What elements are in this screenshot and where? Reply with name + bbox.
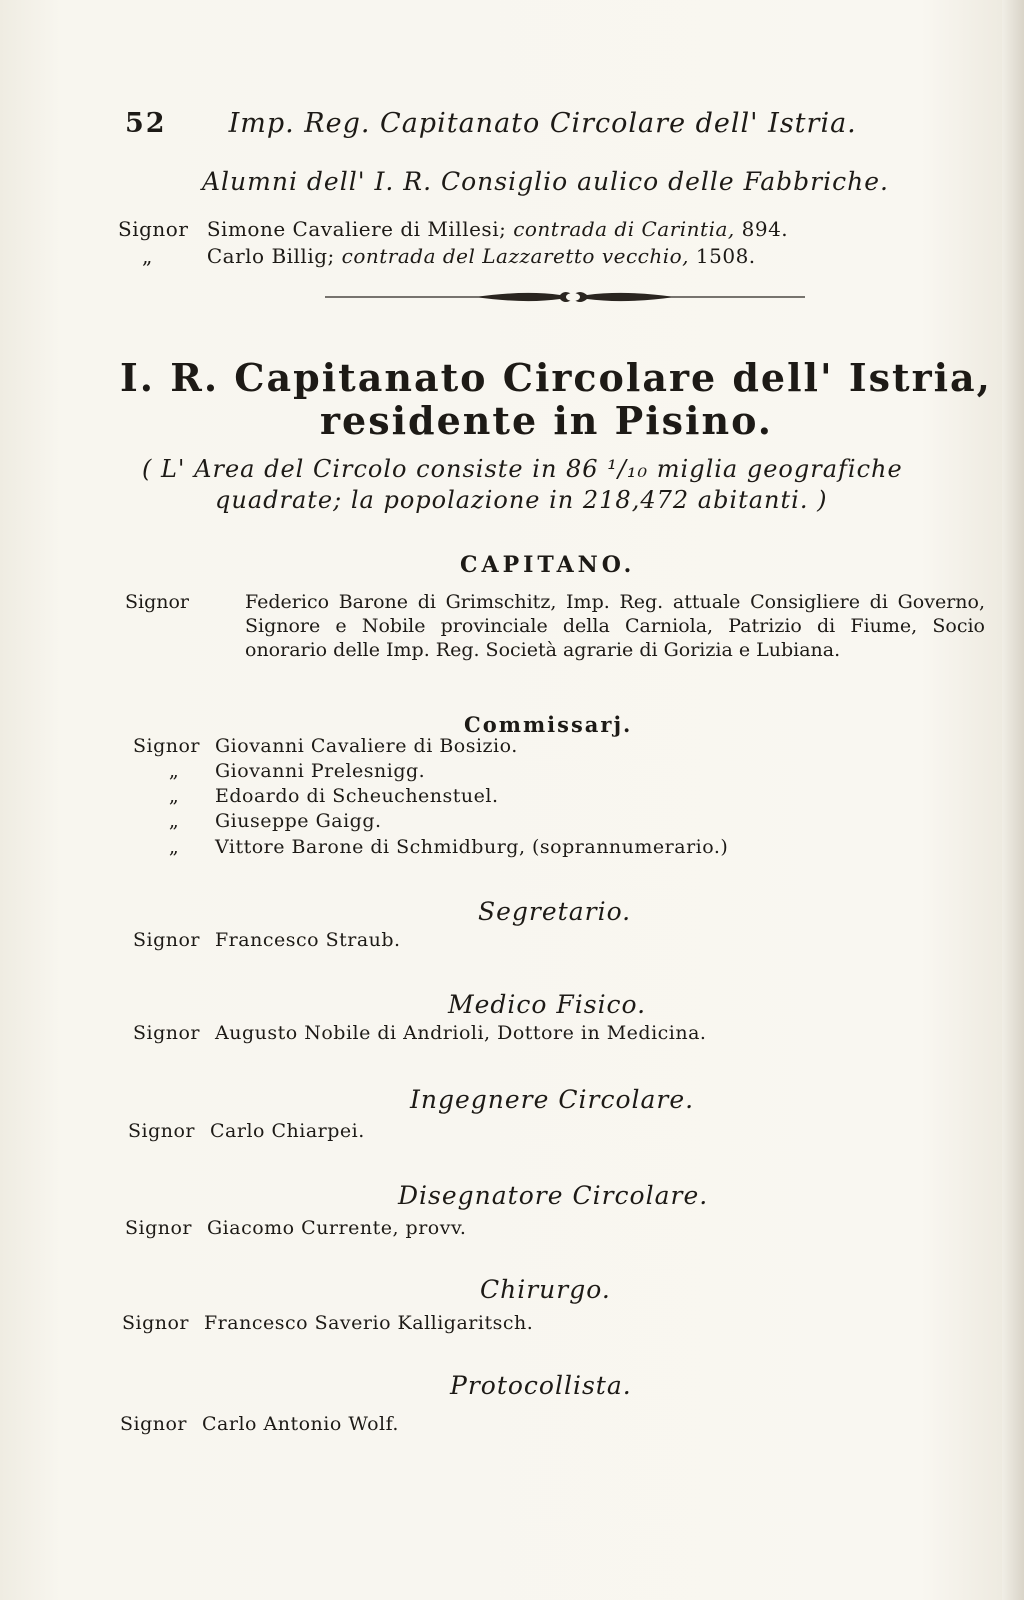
entry-name: Francesco Saverio Kalligaritsch.	[204, 1312, 534, 1334]
segretario-heading: Segretario.	[478, 897, 632, 926]
protocollista-entry	[120, 1413, 399, 1435]
main-title-line2: residente in Pisino.	[320, 398, 774, 443]
entry-prefix: Signor	[125, 1217, 193, 1239]
entry-prefix-ditto: „	[168, 760, 180, 782]
capitano-text: Federico Barone di Grimschitz, Imp. Reg. attuale Consigliere di Governo, Signore e Nobile provinciale della Carniola, Patrizio di Fiume, Socio onorario delle Imp. Reg. Società agrarie di Gorizia e Lubiana.	[245, 591, 985, 661]
protocollista-heading: Protocollista.	[450, 1371, 632, 1400]
commissario-entry	[133, 810, 382, 832]
entry-prefix: Signor	[118, 217, 189, 241]
alumni-entry	[118, 244, 756, 268]
running-header	[125, 108, 857, 139]
page-number: 52	[125, 108, 167, 139]
entry-prefix: Signor	[133, 1022, 201, 1044]
entry-name: Giovanni Prelesnigg.	[215, 760, 426, 782]
entry-address: contrada di Carintia,	[513, 217, 735, 241]
entry-name: Giuseppe Gaigg.	[215, 810, 382, 832]
entry-prefix: Signor	[128, 1120, 196, 1142]
commissario-entry	[133, 785, 499, 807]
capitano-heading: CAPITANO.	[460, 552, 636, 578]
running-title: Imp. Reg. Capitanato Circolare dell' Istria.	[228, 108, 857, 139]
page-edge	[1002, 0, 1024, 1600]
entry-name: Giovanni Cavaliere di Bosizio.	[215, 735, 518, 757]
alumni-entry	[118, 217, 788, 241]
ingegnere-entry	[128, 1120, 365, 1142]
entry-number: 1508.	[695, 244, 756, 268]
commissario-entry	[133, 760, 425, 782]
entry-name: Edoardo di Scheuchenstuel.	[215, 785, 499, 807]
entry-name: Carlo Billig;	[206, 244, 335, 268]
commissarj-heading: Commissarj.	[464, 712, 633, 737]
entry-number: 894.	[741, 217, 789, 241]
ingegnere-heading: Ingegnere Circolare.	[410, 1085, 695, 1114]
disegnatore-heading: Disegnatore Circolare.	[398, 1181, 709, 1210]
commissario-entry	[133, 836, 728, 858]
medico-heading: Medico Fisico.	[448, 990, 647, 1019]
entry-name: Carlo Chiarpei.	[210, 1120, 365, 1142]
entry-prefix-ditto: „	[142, 244, 153, 268]
alumni-heading: Alumni dell' I. R. Consiglio aulico delle Fabbriche.	[202, 167, 889, 196]
chirurgo-entry	[122, 1312, 533, 1334]
chirurgo-heading: Chirurgo.	[480, 1275, 611, 1304]
ornamental-rule	[325, 286, 805, 308]
entry-prefix-ditto: „	[168, 810, 180, 832]
entry-prefix-ditto: „	[168, 836, 180, 858]
area-note-line2: quadrate; la popolazione in 218,472 abitanti. )	[215, 486, 828, 514]
segretario-entry	[133, 929, 401, 951]
entry-name: Francesco Straub.	[215, 929, 401, 951]
entry-prefix: Signor	[133, 929, 201, 951]
entry-name: Carlo Antonio Wolf.	[202, 1413, 399, 1435]
area-note-line1: ( L' Area del Circolo consiste in 86 ¹/₁₀ miglia geografiche	[142, 455, 903, 483]
commissario-entry	[133, 735, 518, 757]
entry-prefix: Signor	[120, 1413, 188, 1435]
capitano-prefix: Signor	[125, 591, 190, 613]
entry-prefix: Signor	[122, 1312, 190, 1334]
entry-name: Augusto Nobile di Andrioli, Dottore in Medicina.	[215, 1022, 707, 1044]
medico-entry	[133, 1022, 706, 1044]
capitano-entry	[125, 590, 985, 662]
entry-prefix: Signor	[133, 735, 201, 757]
entry-name: Giacomo Currente, provv.	[207, 1217, 467, 1239]
entry-name: Vittore Barone di Schmidburg, (soprannumerario.)	[215, 836, 729, 858]
entry-address: contrada del Lazzaretto vecchio,	[341, 244, 690, 268]
entry-name: Simone Cavaliere di Millesi;	[206, 217, 507, 241]
main-title-line1: I. R. Capitanato Circolare dell' Istria,	[120, 355, 992, 400]
disegnatore-entry	[125, 1217, 466, 1239]
entry-prefix-ditto: „	[168, 785, 180, 807]
